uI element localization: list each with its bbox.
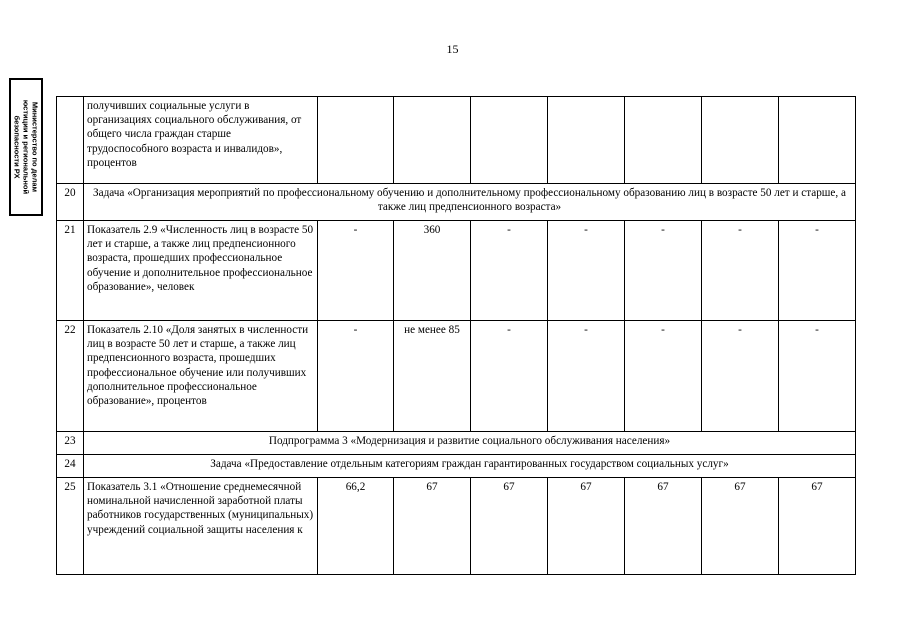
row-number: 22 [57,321,84,432]
indicator-cell: Показатель 3.1 «Отношение среднемесячной номинальной начисленной заработной платы работников государственных (муниципальных) учреждений социальной защиты населения к [84,478,318,575]
row-number: 25 [57,478,84,575]
page-number: 15 [446,42,459,56]
value-cell [702,97,779,184]
table-row [57,184,856,221]
value-cell: 67 [702,478,779,575]
table-row [57,478,856,575]
value-cell: 67 [394,478,471,575]
value-cell: - [625,221,702,321]
value-cell: - [779,221,856,321]
value-cell: - [548,221,625,321]
subprogram-heading: Подпрограмма 3 «Модернизация и развитие социального обслуживания населения» [84,432,856,455]
table-row [57,321,856,432]
value-cell: - [625,321,702,432]
table-row [57,455,856,478]
value-cell: 67 [779,478,856,575]
table-row [57,432,856,455]
indicator-cell: Показатель 2.10 «Доля занятых в численности лиц в возрасте 50 лет и старше, а также лиц предпенсионного возраста, прошедших профессиональное обучение или получивших дополнительное профессиональное образование», процентов [84,321,318,432]
value-cell [394,97,471,184]
row-number: 24 [57,455,84,478]
task-heading: Задача «Предоставление отдельным категориям граждан гарантированных государством социальных услуг» [84,455,856,478]
indicator-cell: Показатель 2.9 «Численность лиц в возрасте 50 лет и старше, а также лиц предпенсионного возраста, прошедших профессиональное обучение и дополнительное профессиональное образование», человек [84,221,318,321]
row-number: 20 [57,184,84,221]
table-row [57,97,856,184]
value-cell: 360 [394,221,471,321]
value-cell: - [702,221,779,321]
value-cell: 67 [625,478,702,575]
value-cell [471,97,548,184]
value-cell: - [779,321,856,432]
row-number: 21 [57,221,84,321]
indicators-table [56,96,856,575]
registration-stamp [9,78,43,216]
value-cell: не менее 85 [394,321,471,432]
value-cell [625,97,702,184]
value-cell: 67 [471,478,548,575]
row-number: 23 [57,432,84,455]
value-cell: 67 [548,478,625,575]
value-cell: - [318,221,394,321]
value-cell [318,97,394,184]
task-heading: Задача «Организация мероприятий по профессиональному обучению и дополнительному профессиональному образованию лиц в возрасте 50 лет и старше, а также лиц предпенсионного возраста» [84,184,856,221]
table-row [57,221,856,321]
stamp-text: Министерство по делам юстиции и региональной безопасности РХ [12,99,40,195]
value-cell: - [471,321,548,432]
value-cell: - [318,321,394,432]
indicator-cell: получивших социальные услуги в организациях социального обслуживания, от общего числа граждан старше трудоспособного возраста и инвалидов», процентов [84,97,318,184]
value-cell: - [471,221,548,321]
value-cell: 66,2 [318,478,394,575]
row-number [57,97,84,184]
value-cell: - [548,321,625,432]
value-cell [779,97,856,184]
value-cell [548,97,625,184]
value-cell: - [702,321,779,432]
